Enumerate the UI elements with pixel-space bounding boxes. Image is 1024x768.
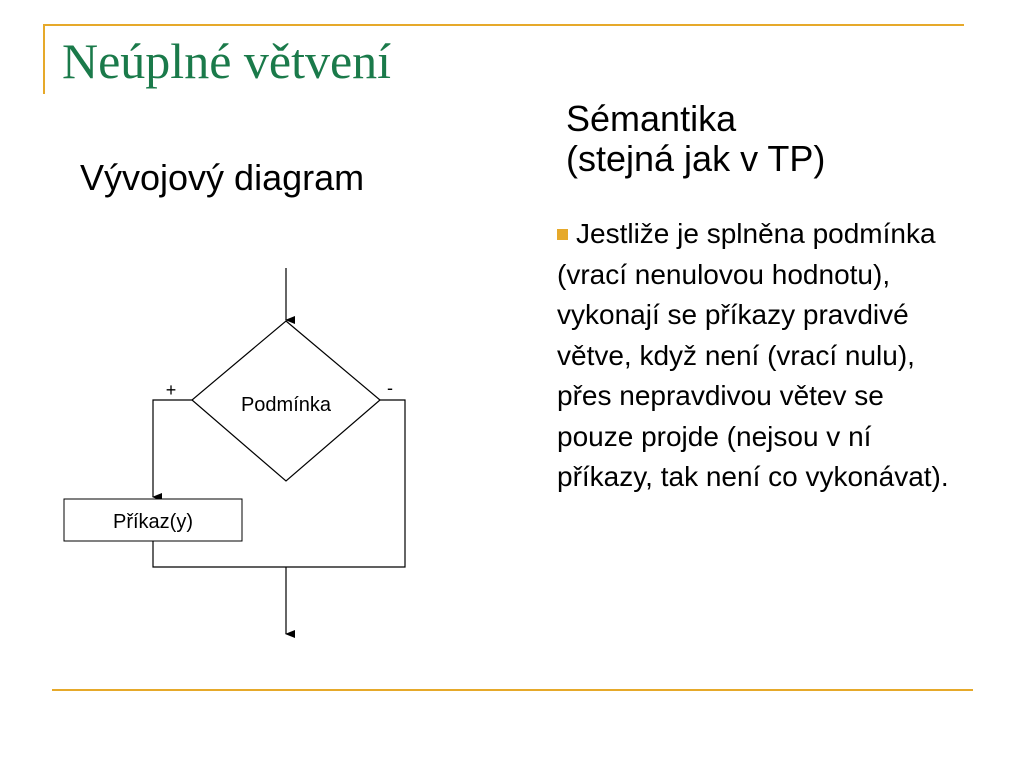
slide-title: Neúplné větvení	[62, 33, 392, 89]
true-branch-line	[153, 400, 192, 497]
semantics-heading-line1: Sémantika	[566, 98, 737, 139]
flowchart-heading: Vývojový diagram	[80, 157, 365, 198]
merge-line	[153, 541, 286, 567]
decision-label: Podmínka	[240, 394, 332, 416]
true-branch-marker: +	[165, 380, 177, 400]
semantics-heading-line2: (stejná jak v TP)	[566, 138, 826, 180]
false-branch-marker: -	[387, 378, 393, 398]
statement-label: Příkaz(y)	[113, 511, 193, 533]
bullet-item-text: Jestliže je splněna podmínka (vrací nenulovou hodnotu), vykonají se příkazy pravdivé větve, když není (vrací nulu), přes nepravdivou větev se pouze projde (nejsou v ní příkazy, tak není co vykonávat).	[557, 218, 949, 492]
